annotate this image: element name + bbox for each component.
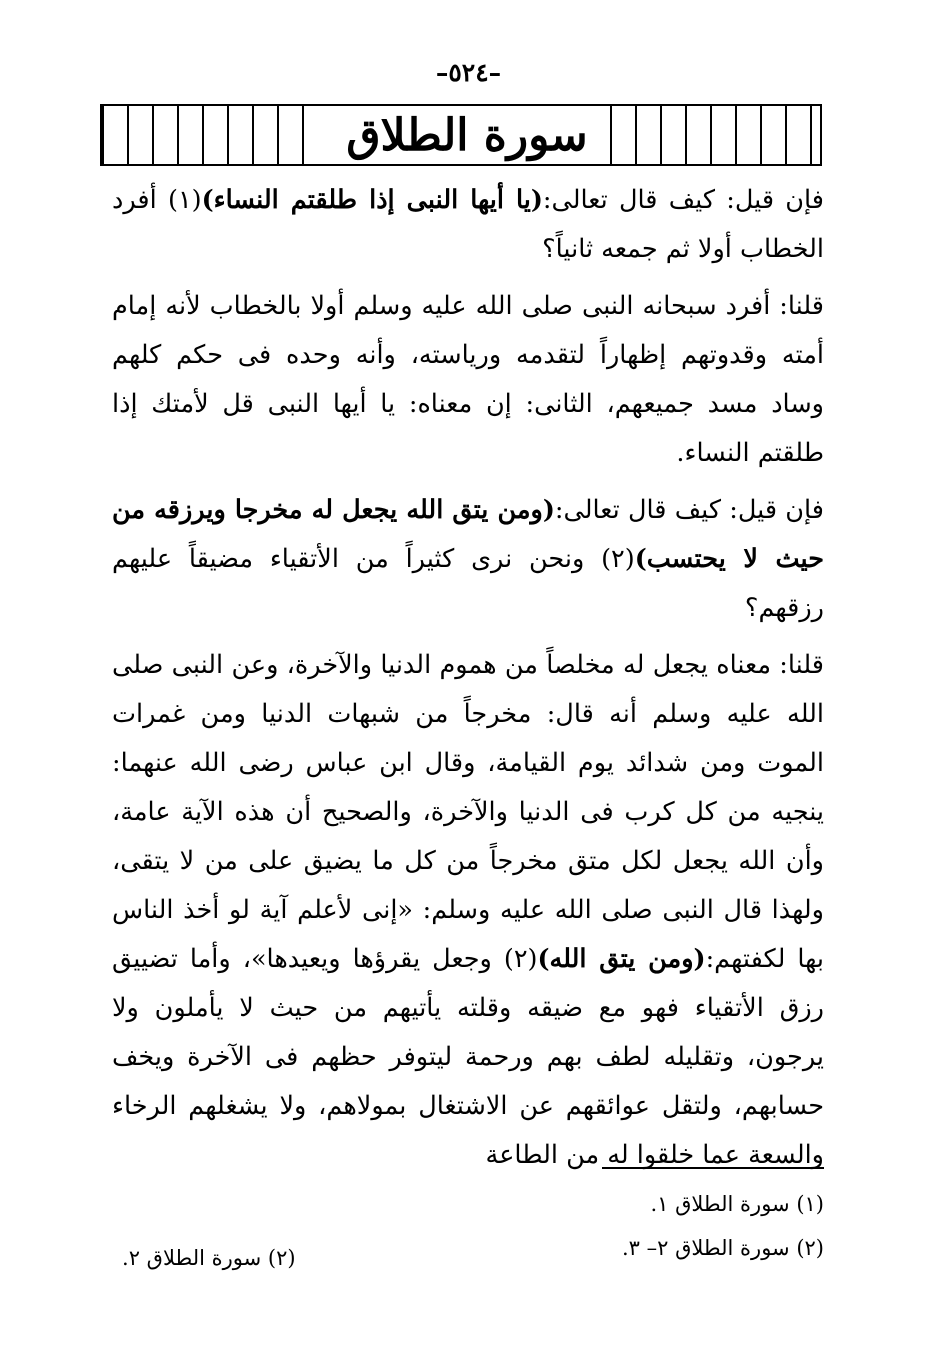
footnote-ref-1: (١): [167, 185, 202, 215]
body-text: [112, 176, 824, 1180]
question-2-lead: فإن قيل: كيف قال تعالى:: [554, 495, 824, 525]
answer-2-lead: قلنا: معناه يجعل له مخلصاً من هموم الدنيا والآخرة، وعن النبى صلى الله عليه وسلم أنه قال: مخرجاً من شبهات الدنيا ومن غمرات الموت ومن شدائد يوم القيامة، وقال ابن عباس رضى الله عنهما: ينجيه من كل كرب فى الدنيا والآخرة، والصحيح أن هذه الآية عامة، وأن الله يجعل لكل متق مخرجاً من كل ما يضيق على من لا يتقى، ولهذا قال النبى صلى الله عليه وسلم: «إنى لأعلم آية لو أخذ الناس بها لكفتهم:: [112, 650, 824, 974]
question-2-tail: ونحن نرى كثيراً من الأتقياء مضيقاً عليهم رزقهم؟: [112, 544, 824, 623]
surah-title: سورة الطلاق: [346, 109, 588, 161]
footnote-3: (٢) سورة الطلاق ٢.: [122, 1246, 296, 1270]
footnote-2: (٢) سورة الطلاق ٢– ٣.: [621, 1236, 824, 1260]
footnote-ref-2: (٢): [601, 544, 635, 574]
page-number: –٥٢٤–: [435, 58, 502, 87]
question-1-lead: فإن قيل: كيف قال تعالى:: [542, 185, 824, 215]
paragraph-answer-1: قلنا: أفرد سبحانه النبى صلى الله عليه وسلم أولا بالخطاب لأنه إمام أمته وقدوتهم إظهاراً لتقدمه ورياسته، وأنه وحده فى حكم كلهم وساد مسد جميعهم، الثانى: إن معناه: يا أيها النبى قل لأمتك إذا طلقتم النساء.: [112, 291, 824, 468]
footnote-divider: [602, 1167, 824, 1169]
footnote-1: (١) سورة الطلاق ١.: [650, 1192, 824, 1216]
paragraph-question-1: [112, 176, 824, 274]
paragraph-answer-2: [112, 641, 824, 1180]
verse-quote-2: (ومن يتق الله يجعل له مخرجا ويرزقه من حيث لا يحتسب): [112, 495, 824, 574]
title-frame-left-ornament: [102, 106, 324, 164]
paragraph-question-2: [112, 486, 824, 633]
surah-title-frame: [100, 104, 822, 166]
answer-2-tail: وجعل يقرؤها ويعيدها»، وأما تضييق رزق الأتقياء فهو مع ضيقه وقلته يأتيهم من حيث لا يأملون ولا يرجون، وتقليله لطف بهم ورحمة ليتوفر حظهم فى الآخرة ويخف حسابهم، ولتقل عوائقهم عن الاشتغال بمولاهم، ولا يشغلهم الرخاء والسعة عما خلقوا له من الطاعة: [112, 944, 824, 1170]
verse-quote-3: (ومن يتق الله): [537, 944, 706, 974]
question-1-tail: أفرد الخطاب أولا ثم جمعه ثانياً؟: [112, 185, 824, 264]
title-frame-right-ornament: [610, 106, 820, 164]
verse-quote-1: (يا أيها النبى إذا طلقتم النساء): [201, 185, 543, 215]
footnote-ref-3: (٢): [503, 944, 538, 974]
